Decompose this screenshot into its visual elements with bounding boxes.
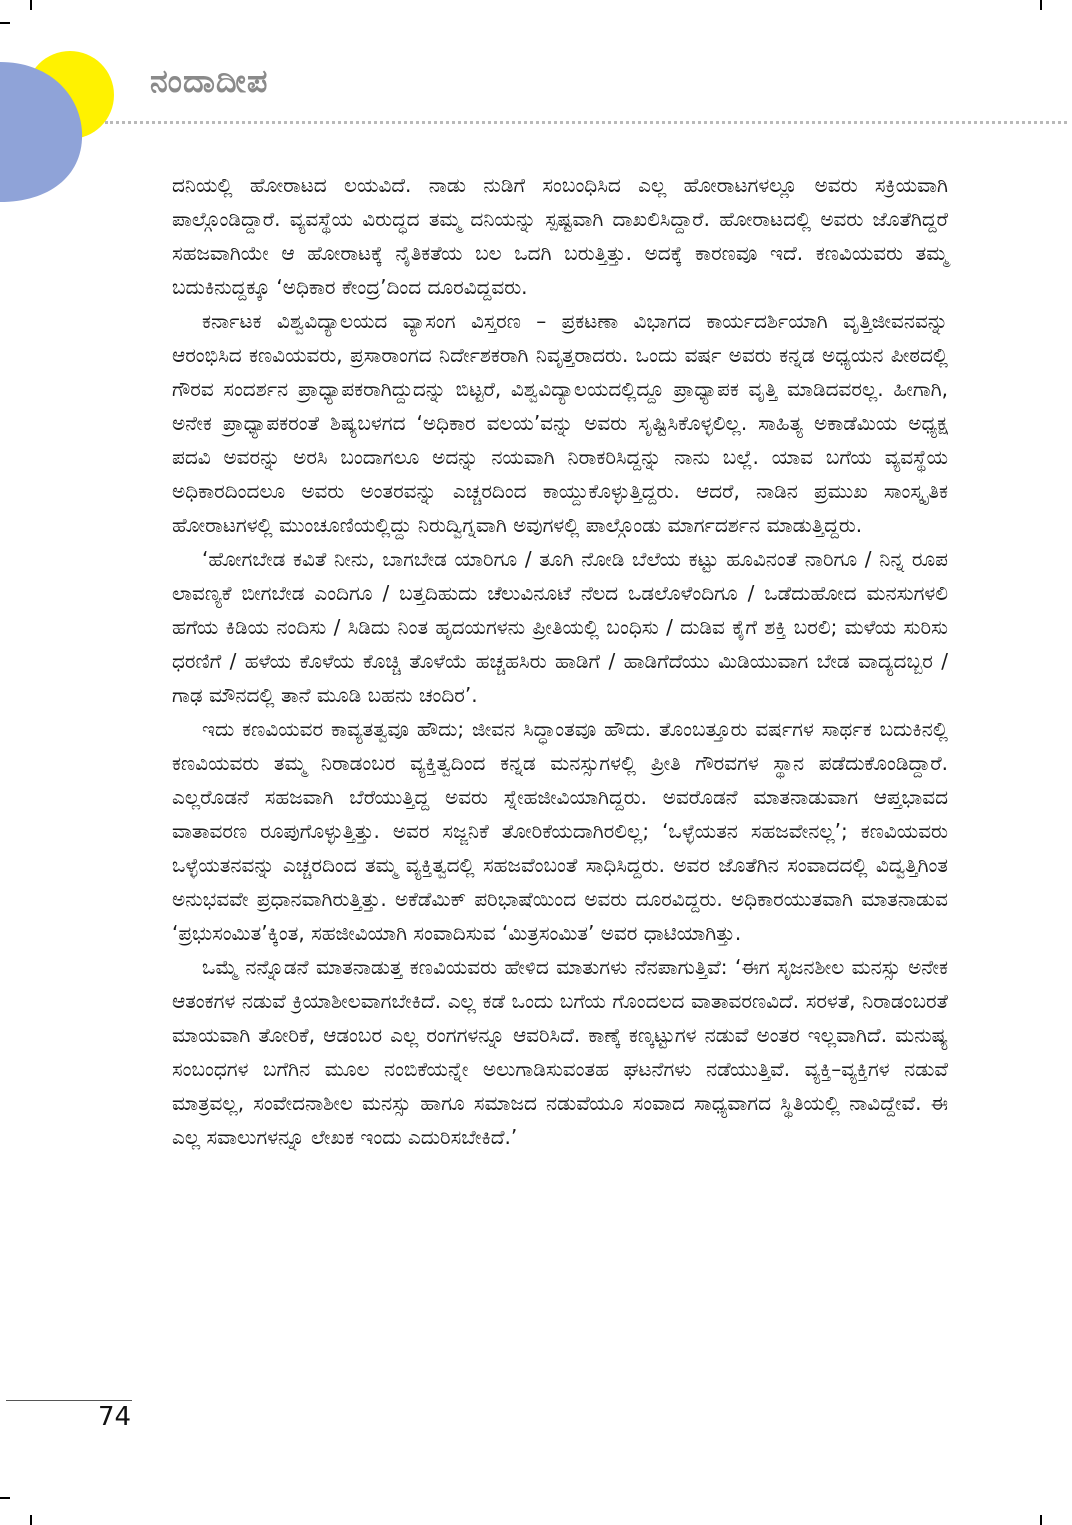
paragraph: ಕರ್ನಾಟಕ ವಿಶ್ವವಿದ್ಯಾಲಯದ ವ್ಯಾಸಂಗ ವಿಸ್ತರಣ – ಪ್ರಕಟಣಾ ವಿಭಾಗದ ಕಾರ್ಯದರ್ಶಿಯಾಗಿ ವೃತ್ತಿಜೀವನವನ್ನು ಆರಂಭಿಸಿದ ಕಣವಿಯವರು, ಪ್ರಸಾರಾಂಗದ ನಿರ್ದೇಶಕರಾಗಿ ನಿವೃತ್ತರಾದರು. ಒಂದು ವರ್ಷ ಅವರು ಕನ್ನಡ ಅಧ್ಯಯನ ಪೀಠದಲ್ಲಿ ಗೌರವ ಸಂದರ್ಶನ ಪ್ರಾಧ್ಯಾಪಕರಾಗಿದ್ದುದನ್ನು ಬಿಟ್ಟರೆ, ವಿಶ್ವವಿದ್ಯಾಲಯದಲ್ಲಿದ್ದೂ ಪ್ರಾಧ್ಯಾಪಕ ವೃತ್ತಿ ಮಾಡಿದವರಲ್ಲ. ಹೀಗಾಗಿ, ಅನೇಕ ಪ್ರಾಧ್ಯಾಪಕರಂತೆ ಶಿಷ್ಯಬಳಗದ ‘ಅಧಿಕಾರ ವಲಯ’ವನ್ನು ಅವರು ಸೃಷ್ಟಿಸಿಕೊಳ್ಳಲಿಲ್ಲ. ಸಾಹಿತ್ಯ ಅಕಾಡೆಮಿಯ ಅಧ್ಯಕ್ಷ ಪದವಿ ಅವರನ್ನು ಅರಸಿ ಬಂದಾಗಲೂ ಅದನ್ನು ನಯವಾಗಿ ನಿರಾಕರಿಸಿದ್ದನ್ನು ನಾನು ಬಲ್ಲೆ. ಯಾವ ಬಗೆಯ ವ್ಯವಸ್ಥೆಯ ಅಧಿಕಾರದಿಂದಲೂ ಅವರು ಅಂತರವನ್ನು ಎಚ್ಚರದಿಂದ ಕಾಯ್ದುಕೊಳ್ಳುತ್ತಿದ್ದರು. ಆದರೆ, ನಾಡಿನ ಪ್ರಮುಖ ಸಾಂಸ್ಕೃತಿಕ ಹೋರಾಟಗಳಲ್ಲಿ ಮುಂಚೂಣಿಯಲ್ಲಿದ್ದು ನಿರುದ್ವಿಗ್ನವಾಗಿ ಅವುಗಳಲ್ಲಿ ಪಾಲ್ಗೊಂಡು ಮಾರ್ಗದರ್ಶನ ಮಾಡುತ್ತಿದ್ದರು. <box>172 309 948 537</box>
crop-mark-left-bottom <box>0 1497 10 1499</box>
crop-mark-left-top <box>0 22 10 24</box>
paragraph: ‘ಹೋಗಬೇಡ ಕವಿತೆ ನೀನು, ಬಾಗಬೇಡ ಯಾರಿಗೂ / ತೂಗಿ ನೋಡಿ ಬೆಲೆಯ ಕಟ್ಟು ಹೂವಿನಂತೆ ನಾರಿಗೂ / ನಿನ್ನ ರೂಪ ಲಾವಣ್ಯಕೆ ಬೀಗಬೇಡ ಎಂದಿಗೂ / ಬತ್ತದಿಹುದು ಚೆಲುವಿನೂಟೆ ನೆಲದ ಒಡಲೊಳೆಂದಿಗೂ / ಒಡೆದುಹೋದ ಮನಸುಗಳಲಿ ಹಗೆಯ ಕಿಡಿಯ ನಂದಿಸು / ಸಿಡಿದು ನಿಂತ ಹೃದಯಗಳನು ಪ್ರೀತಿಯಲ್ಲಿ ಬಂಧಿಸು / ದುಡಿವ ಕೈಗೆ ಶಕ್ತಿ ಬರಲಿ; ಮಳೆಯ ಸುರಿಸು ಧರಣಿಗೆ / ಹಳೆಯ ಕೊಳೆಯ ಕೊಚ್ಚಿ ತೊಳೆಯೆ ಹಚ್ಚಹಸಿರು ಹಾಡಿಗೆ / ಹಾಡಿಗೆದೆಯು ಮಿಡಿಯುವಾಗ ಬೇಡ ವಾದ್ಯದಬ್ಬರ / ಗಾಢ ಮೌನದಲ್ಲಿ ತಾನೆ ಮೂಡಿ ಬಹನು ಚಂದಿರ’. <box>172 547 948 707</box>
article-body <box>172 168 948 1154</box>
paragraph: ಒಮ್ಮೆ ನನ್ನೊಡನೆ ಮಾತನಾಡುತ್ತ ಕಣವಿಯವರು ಹೇಳಿದ ಮಾತುಗಳು ನೆನಪಾಗುತ್ತಿವೆ: ‘ಈಗ ಸೃಜನಶೀಲ ಮನಸ್ಸು ಅನೇಕ ಆತಂಕಗಳ ನಡುವೆ ಕ್ರಿಯಾಶೀಲವಾಗಬೇಕಿದೆ. ಎಲ್ಲ ಕಡೆ ಒಂದು ಬಗೆಯ ಗೊಂದಲದ ವಾತಾವರಣವಿದೆ. ಸರಳತೆ, ನಿರಾಡಂಬರತೆ ಮಾಯವಾಗಿ ತೋರಿಕೆ, ಆಡಂಬರ ಎಲ್ಲ ರಂಗಗಳನ್ನೂ ಆವರಿಸಿದೆ. ಕಾಣ್ಕೆ ಕಣ್ಕಟ್ಟುಗಳ ನಡುವೆ ಅಂತರ ಇಲ್ಲವಾಗಿದೆ. ಮನುಷ್ಯ ಸಂಬಂಧಗಳ ಬಗೆಗಿನ ಮೂಲ ನಂಬಿಕೆಯನ್ನೇ ಅಲುಗಾಡಿಸುವಂತಹ ಘಟನೆಗಳು ನಡೆಯುತ್ತಿವೆ. ವ್ಯಕ್ತಿ–ವ್ಯಕ್ತಿಗಳ ನಡುವೆ ಮಾತ್ರವಲ್ಲ, ಸಂವೇದನಾಶೀಲ ಮನಸ್ಸು ಹಾಗೂ ಸಮಾಜದ ನಡುವೆಯೂ ಸಂವಾದ ಸಾಧ್ಯವಾಗದ ಸ್ಥಿತಿಯಲ್ಲಿ ನಾವಿದ್ದೇವೆ. ಈ ಎಲ್ಲ ಸವಾಲುಗಳನ್ನೂ ಲೇಖಕ ಇಂದು ಎದುರಿಸಬೇಕಿದೆ.’ <box>172 955 948 1149</box>
crop-mark-bottom-right <box>1040 1515 1042 1525</box>
nandadeepa-logo-icon <box>0 40 130 210</box>
magazine-title: ನಂದಾದೀಪ <box>150 62 269 100</box>
paragraph: ದನಿಯಲ್ಲಿ ಹೋರಾಟದ ಲಯವಿದೆ. ನಾಡು ನುಡಿಗೆ ಸಂಬಂಧಿಸಿದ ಎಲ್ಲ ಹೋರಾಟಗಳಲ್ಲೂ ಅವರು ಸಕ್ರಿಯವಾಗಿ ಪಾಲ್ಗೊಂಡಿದ್ದಾರೆ. ವ್ಯವಸ್ಥೆಯ ವಿರುದ್ಧದ ತಮ್ಮ ದನಿಯನ್ನು ಸ್ಪಷ್ಟವಾಗಿ ದಾಖಲಿಸಿದ್ದಾರೆ. ಹೋರಾಟದಲ್ಲಿ ಅವರು ಜೊತೆಗಿದ್ದರೆ ಸಹಜವಾಗಿಯೇ ಆ ಹೋರಾಟಕ್ಕೆ ನೈತಿಕತೆಯ ಬಲ ಒದಗಿ ಬರುತ್ತಿತ್ತು. ಅದಕ್ಕೆ ಕಾರಣವೂ ಇದೆ. ಕಣವಿಯವರು ತಮ್ಮ ಬದುಕಿನುದ್ದಕ್ಕೂ ‘ಅಧಿಕಾರ ಕೇಂದ್ರ’ದಿಂದ ದೂರವಿದ್ದವರು. <box>172 173 948 299</box>
header-dotted-rule <box>105 121 1067 124</box>
paragraph: ಇದು ಕಣವಿಯವರ ಕಾವ್ಯತತ್ವವೂ ಹೌದು; ಜೀವನ ಸಿದ್ಧಾಂತವೂ ಹೌದು. ತೊಂಬತ್ತೂರು ವರ್ಷಗಳ ಸಾರ್ಥಕ ಬದುಕಿನಲ್ಲಿ ಕಣವಿಯವರು ತಮ್ಮ ನಿರಾಡಂಬರ ವ್ಯಕ್ತಿತ್ವದಿಂದ ಕನ್ನಡ ಮನಸ್ಸುಗಳಲ್ಲಿ ಪ್ರೀತಿ ಗೌರವಗಳ ಸ್ಥಾನ ಪಡೆದುಕೊಂಡಿದ್ದಾರೆ. ಎಲ್ಲರೊಡನೆ ಸಹಜವಾಗಿ ಬೆರೆಯುತ್ತಿದ್ದ ಅವರು ಸ್ನೇಹಜೀವಿಯಾಗಿದ್ದರು. ಅವರೊಡನೆ ಮಾತನಾಡುವಾಗ ಆಪ್ತಭಾವದ ವಾತಾವರಣ ರೂಪುಗೊಳ್ಳುತ್ತಿತ್ತು. ಅವರ ಸಜ್ಜನಿಕೆ ತೋರಿಕೆಯದಾಗಿರಲಿಲ್ಲ; ‘ಒಳ್ಳೆಯತನ ಸಹಜವೇನಲ್ಲ’; ಕಣವಿಯವರು ಒಳ್ಳೆಯತನವನ್ನು ಎಚ್ಚರದಿಂದ ತಮ್ಮ ವ್ಯಕ್ತಿತ್ವದಲ್ಲಿ ಸಹಜವೆಂಬಂತೆ ಸಾಧಿಸಿದ್ದರು. ಅವರ ಜೊತೆಗಿನ ಸಂವಾದದಲ್ಲಿ ವಿದ್ವತ್ತಿಗಿಂತ ಅನುಭವವೇ ಪ್ರಧಾನವಾಗಿರುತ್ತಿತ್ತು. ಅಕೆಡೆಮಿಕ್ ಪರಿಭಾಷೆಯಿಂದ ಅವರು ದೂರವಿದ್ದರು. ಅಧಿಕಾರಯುತವಾಗಿ ಮಾತನಾಡುವ ‘ಪ್ರಭುಸಂಮಿತ’ಕ್ಕಿಂತ, ಸಹಜೀವಿಯಾಗಿ ಸಂವಾದಿಸುವ ‘ಮಿತ್ರಸಂಮಿತ’ ಅವರ ಧಾಟಿಯಾಗಿತ್ತು. <box>172 717 948 945</box>
crop-mark-top-right <box>1040 0 1042 10</box>
crop-mark-top-left <box>30 0 32 10</box>
footer-rule <box>6 1400 132 1401</box>
crop-mark-bottom-left <box>30 1515 32 1525</box>
page-number: 74 <box>98 1402 132 1432</box>
